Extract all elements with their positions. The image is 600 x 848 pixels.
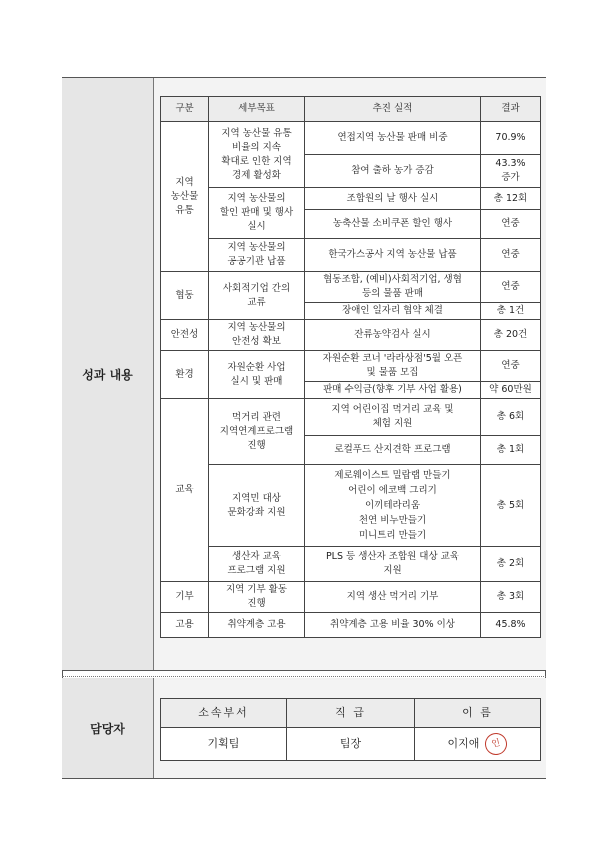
table-row xyxy=(161,239,541,272)
table-row xyxy=(161,613,541,638)
goal-cell: 지역 농산물의 할인 판매 및 행사 실시 xyxy=(209,188,305,239)
table-header-row xyxy=(161,97,541,122)
goal-cell: 지역 농산물 유통 비율의 지속 확대로 인한 지역 경제 활성화 xyxy=(209,122,305,188)
contact-row xyxy=(161,728,541,761)
result-cell: 총 20건 xyxy=(481,320,541,351)
goal-cell: 지역민 대상 문화강좌 지원 xyxy=(209,465,305,547)
category-cell: 고용 xyxy=(161,613,209,638)
result-cell: 총 1회 xyxy=(481,436,541,465)
header-result: 결과 xyxy=(481,97,541,122)
goal-cell: 지역 기부 활동 진행 xyxy=(209,582,305,613)
category-cell: 안전성 xyxy=(161,320,209,351)
header-goal: 세부목표 xyxy=(209,97,305,122)
result-cell: 총 12회 xyxy=(481,188,541,210)
activity-cell: 참여 출하 농가 증감 xyxy=(305,155,481,188)
section-divider-dotted xyxy=(62,676,546,677)
table-row xyxy=(161,122,541,155)
seal-stamp-icon: 인 xyxy=(483,731,509,757)
department-value: 기획팀 xyxy=(161,728,287,761)
activity-cell: 지역 생산 먹거리 기부 xyxy=(305,582,481,613)
result-cell: 연중 xyxy=(481,239,541,272)
result-cell: 총 2회 xyxy=(481,547,541,582)
result-cell: 약 60만원 xyxy=(481,382,541,399)
activity-cell: 연접지역 농산물 판매 비중 xyxy=(305,122,481,155)
activity-cell: 잔류농약검사 실시 xyxy=(305,320,481,351)
table-row xyxy=(161,351,541,382)
goal-cell: 자원순환 사업 실시 및 판매 xyxy=(209,351,305,399)
category-cell: 교육 xyxy=(161,399,209,582)
table-row xyxy=(161,399,541,436)
category-cell: 환경 xyxy=(161,351,209,399)
category-cell: 기부 xyxy=(161,582,209,613)
activity-cell: PLS 등 생산자 조합원 대상 교육 지원 xyxy=(305,547,481,582)
category-cell: 지역 농산물 유통 xyxy=(161,122,209,272)
result-cell: 70.9% xyxy=(481,122,541,155)
contact-header-row xyxy=(161,699,541,728)
result-cell: 연중 xyxy=(481,272,541,303)
section-divider xyxy=(62,670,546,671)
activity-cell: 취약계층 고용 비율 30% 이상 xyxy=(305,613,481,638)
header-activity: 추진 실적 xyxy=(305,97,481,122)
activity-cell: 조합원의 날 행사 실시 xyxy=(305,188,481,210)
contact-table xyxy=(160,698,541,761)
performance-section-label: 성과 내용 xyxy=(62,78,154,670)
activity-cell: 협동조합, (예비)사회적기업, 생협 등의 물품 판매 xyxy=(305,272,481,303)
result-cell: 연중 xyxy=(481,351,541,382)
goal-cell: 지역 농산물의 공공기관 납품 xyxy=(209,239,305,272)
result-cell: 43.3% 증가 xyxy=(481,155,541,188)
goal-cell: 취약계층 고용 xyxy=(209,613,305,638)
header-category: 구분 xyxy=(161,97,209,122)
activity-cell: 지역 어린이집 먹거리 교육 및 체험 지원 xyxy=(305,399,481,436)
activity-cell: 장애인 일자리 협약 체결 xyxy=(305,303,481,320)
goal-cell: 먹거리 관련 지역연계프로그램 진행 xyxy=(209,399,305,465)
goal-cell: 지역 농산물의 안전성 확보 xyxy=(209,320,305,351)
activity-cell: 한국가스공사 지역 농산물 납품 xyxy=(305,239,481,272)
activity-cell: 판매 수익금(향후 기부 사업 활용) xyxy=(305,382,481,399)
activity-cell: 로컬푸드 산지견학 프로그램 xyxy=(305,436,481,465)
name-cell xyxy=(415,728,541,761)
result-cell: 총 1건 xyxy=(481,303,541,320)
table-row xyxy=(161,547,541,582)
contact-section-label: 담당자 xyxy=(62,678,154,778)
result-cell: 총 6회 xyxy=(481,399,541,436)
table-row xyxy=(161,320,541,351)
result-cell: 총 3회 xyxy=(481,582,541,613)
table-row xyxy=(161,272,541,303)
result-cell: 총 5회 xyxy=(481,465,541,547)
position-value: 팀장 xyxy=(287,728,415,761)
header-name: 이 름 xyxy=(415,699,541,728)
name-value: 이지애 xyxy=(447,737,480,750)
goal-cell: 생산자 교육 프로그램 지원 xyxy=(209,547,305,582)
category-cell: 협동 xyxy=(161,272,209,320)
header-department: 소속부서 xyxy=(161,699,287,728)
table-row xyxy=(161,188,541,210)
result-cell: 45.8% xyxy=(481,613,541,638)
goal-cell: 사회적기업 간의 교류 xyxy=(209,272,305,320)
activity-cell: 농축산물 소비쿠폰 할인 행사 xyxy=(305,210,481,239)
table-row xyxy=(161,582,541,613)
activity-cell: 제로웨이스트 밀랍랩 만들기 어린이 에코백 그리기 이끼테라리움 천연 비누만들기 미니트리 만들기 xyxy=(305,465,481,547)
header-position: 직 급 xyxy=(287,699,415,728)
table-row xyxy=(161,465,541,547)
performance-table xyxy=(160,96,541,638)
activity-cell: 자원순환 코너 '라라상점'5월 오픈 및 물품 모집 xyxy=(305,351,481,382)
result-cell: 연중 xyxy=(481,210,541,239)
